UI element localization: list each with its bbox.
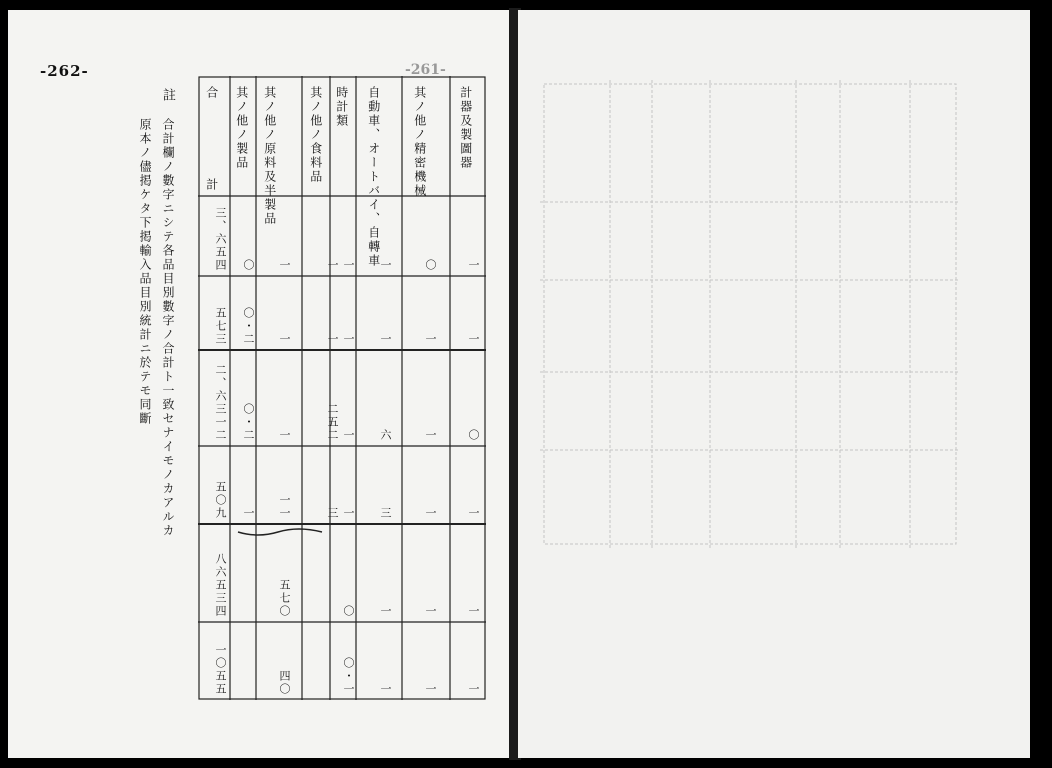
header-clocks: 時計類: [334, 86, 349, 128]
table-cell-r5-c6: 五七〇: [278, 579, 291, 618]
table-cell-r3-c2: 一: [424, 429, 437, 442]
table-cell-r4-c2: 一: [424, 507, 437, 520]
table-cell-r1-c1: 一: [467, 259, 480, 272]
table-cell-r4-c7: 一: [242, 507, 255, 520]
table-cell-r1-c8: 三、六五四: [214, 207, 227, 272]
table-cell-r1-c5: 一: [326, 259, 339, 272]
table-cell-r3-c4: 一: [342, 429, 355, 442]
table-cell-r2-c4: 一: [342, 333, 355, 346]
header-total: 合 計: [204, 86, 219, 192]
table-cell-r5-c4: 〇: [342, 605, 355, 618]
table-cell-r4-c1: 一: [467, 507, 480, 520]
header-precision-machinery: 其ノ他ノ精密機械: [412, 86, 427, 198]
table-cell-r2-c1: 一: [467, 333, 480, 346]
table-cell-r4-c5: 三: [326, 507, 339, 520]
note-heading: 註: [160, 88, 175, 103]
table-cell-r5-c2: 一: [424, 605, 437, 618]
header-food: 其ノ他ノ食料品: [308, 86, 323, 184]
table-cell-r5-c1: 一: [467, 605, 480, 618]
table-cell-r2-c2: 一: [424, 333, 437, 346]
table-cell-r1-c6: 一: [278, 259, 291, 272]
table-cell-r3-c5: 二五二: [326, 403, 339, 442]
table-cell-r4-c8: 五〇九: [214, 481, 227, 520]
table-cell-r1-c2: 〇: [424, 259, 437, 272]
header-instruments: 計器及製圖器: [458, 86, 473, 170]
bleed-through-grid: [540, 80, 960, 550]
note-line-1: 合計欄ノ數字ニシテ各品目別數字ノ合計ト一致セナイモノカアルカ: [161, 118, 175, 538]
table-cell-r6-c1: 一: [467, 683, 480, 696]
table-cell-r6-c8: 一〇五五: [214, 644, 227, 696]
statistics-table: [198, 76, 486, 700]
table-cell-r6-c4: 〇・一: [342, 657, 355, 696]
table-cell-r5-c3: 一: [379, 605, 392, 618]
table-cell-r6-c2: 一: [424, 683, 437, 696]
table-cell-r1-c4: 一: [342, 259, 355, 272]
table-cell-r3-c1: 〇: [467, 429, 480, 442]
table-cell-r3-c6: 一: [278, 429, 291, 442]
table-cell-r4-c3: 三: [379, 507, 392, 520]
header-raw-materials: 其ノ他ノ原料及半製品: [262, 86, 277, 226]
table-cell-r4-c4: 一: [342, 507, 355, 520]
table-cell-r6-c3: 一: [379, 683, 392, 696]
table-cell-r1-c3: 一: [379, 259, 392, 272]
header-vehicles: 自動車、オートバイ、自轉車: [366, 86, 381, 268]
right-page-number: -261-: [405, 62, 446, 78]
table-cell-r3-c8: 二、六三一二: [214, 364, 227, 442]
note-line-2: 原本ノ儘掲ケタ下掲輸入品目別統計ニ於テモ同斷: [138, 118, 152, 426]
table-cell-r2-c3: 一: [379, 333, 392, 346]
table-cell-r2-c5: 一: [326, 333, 339, 346]
table-cell-r5-c8: 八六五三四: [214, 553, 227, 618]
table-cell-r6-c6: 四〇: [278, 670, 291, 696]
table-cell-r2-c7: 〇・二: [242, 307, 255, 346]
table-cell-r2-c6: 一: [278, 333, 291, 346]
table-cell-r3-c7: 〇・二: [242, 403, 255, 442]
table-cell-r3-c3: 六: [379, 429, 392, 442]
header-other-products: 其ノ他ノ製品: [234, 86, 249, 170]
table-cell-r4-c6: 一一: [278, 494, 291, 520]
table-cell-r1-c7: 〇: [242, 259, 255, 272]
table-cell-r2-c8: 五七三: [214, 307, 227, 346]
page-number: -262-: [40, 62, 89, 80]
